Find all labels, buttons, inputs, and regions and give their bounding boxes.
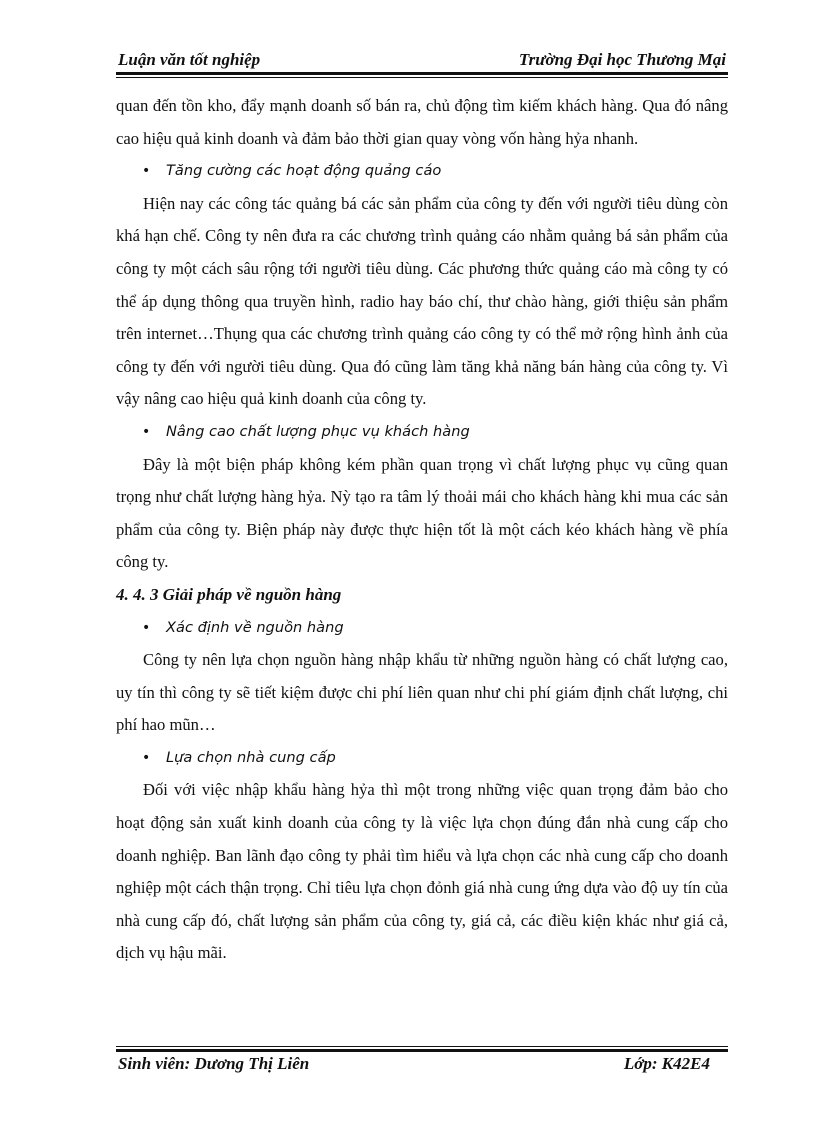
bullet-advertising-label: Tăng cường các hoạt động quảng cáo <box>166 162 442 180</box>
header-rule-thick <box>116 72 728 75</box>
footer-rule-thin <box>116 1046 728 1047</box>
page-footer <box>116 1054 728 1080</box>
footer-class: Lớp: K42E4 <box>623 1054 710 1073</box>
bullet-source-identification <box>116 612 728 645</box>
bullet-advertising <box>116 155 728 188</box>
bullet-supplier-selection-label: Lựa chọn nhà cung cấp <box>166 748 336 766</box>
paragraph-4: Công ty nên lựa chọn nguồn hàng nhập khẩu từ những nguồn hàng có chất lượng cao, uy tín thì công ty sẽ tiết kiệm được chi phí liên quan như chi phí giám định chất lượng, chi phí hao mũn… <box>116 650 728 735</box>
footer-rule-thick <box>116 1049 728 1052</box>
footer-student-name: Sinh viên: Dương Thị Liên <box>118 1054 310 1073</box>
header-rule-thin <box>116 77 728 78</box>
header-thesis-title: Luận văn tốt nghiệp <box>118 50 261 69</box>
bullet-service-quality <box>116 416 728 449</box>
bullet-icon: • <box>142 163 151 180</box>
bullet-icon: • <box>142 749 151 766</box>
bullet-source-identification-label: Xác định về nguồn hàng <box>166 618 344 636</box>
header-university: Trường Đại học Thương Mại <box>518 50 726 69</box>
paragraph-2: Hiện nay các công tác quảng bá các sản phẩm của công ty đến với người tiêu dùng còn khá hạn chế. Công ty nên đưa ra các chương trình quảng cáo nhằm quảng bá sản phẩm của công ty một cách sâu rộng tới người tiêu dùng. Các phương thức quảng cáo mà công ty có thể áp dụng thông qua truyền hình, radio hay báo chí, thư chào hàng, giới thiệu sản phẩm trên internet…Thụng qua các chương trình quảng cáo công ty có thể mở rộng hình ảnh của công ty đến với người tiêu dùng. Qua đó cũng làm tăng khả năng bán hàng của công ty. Vì vậy nâng cao hiệu quả kinh doanh của công ty. <box>116 193 728 409</box>
paragraph-1: quan đến tồn kho, đẩy mạnh doanh số bán ra, chủ động tìm kiếm khách hàng. Qua đó nâng cao hiệu quả kinh doanh và đảm bảo thời gian quay vòng vốn hàng hỷa nhanh. <box>116 96 728 148</box>
bullet-icon: • <box>142 619 151 636</box>
paragraph-3: Đây là một biện pháp không kém phần quan trọng vì chất lượng phục vụ cũng quan trọng như chất lượng hàng hỷa. Nỳ tạo ra tâm lý thoải mái cho khách hàng khi mua các sản phẩm của công ty. Biện pháp này được thực hiện tốt là một cách kéo khách hàng về phía công ty. <box>116 454 728 572</box>
paragraph-5: Đối với việc nhập khẩu hàng hỷa thì một trong những việc quan trọng đảm bảo cho hoạt động sản xuất kinh doanh của công ty là việc lựa chọn đúng đắn nhà cung cấp cho doanh nghiệp. Ban lãnh đạo công ty phải tìm hiểu và lựa chọn các nhà cung cấp cho doanh nghiệp một cách thận trọng. Chỉ tiêu lựa chọn đỏnh giá nhà cung ứng dựa vào độ uy tín của nhà cung cấp đó, chất lượng sản phẩm của công ty, giá cả, các điều kiện khác như giá cả, dịch vụ hậu mãi. <box>116 780 728 963</box>
page-header <box>116 48 728 74</box>
section-heading: 4. 4. 3 Giải pháp về nguồn hàng <box>116 584 342 604</box>
bullet-supplier-selection <box>116 742 728 775</box>
bullet-service-quality-label: Nâng cao chất lượng phục vụ khách hàng <box>166 422 470 440</box>
bullet-icon: • <box>142 423 151 440</box>
page-body <box>116 90 728 1030</box>
